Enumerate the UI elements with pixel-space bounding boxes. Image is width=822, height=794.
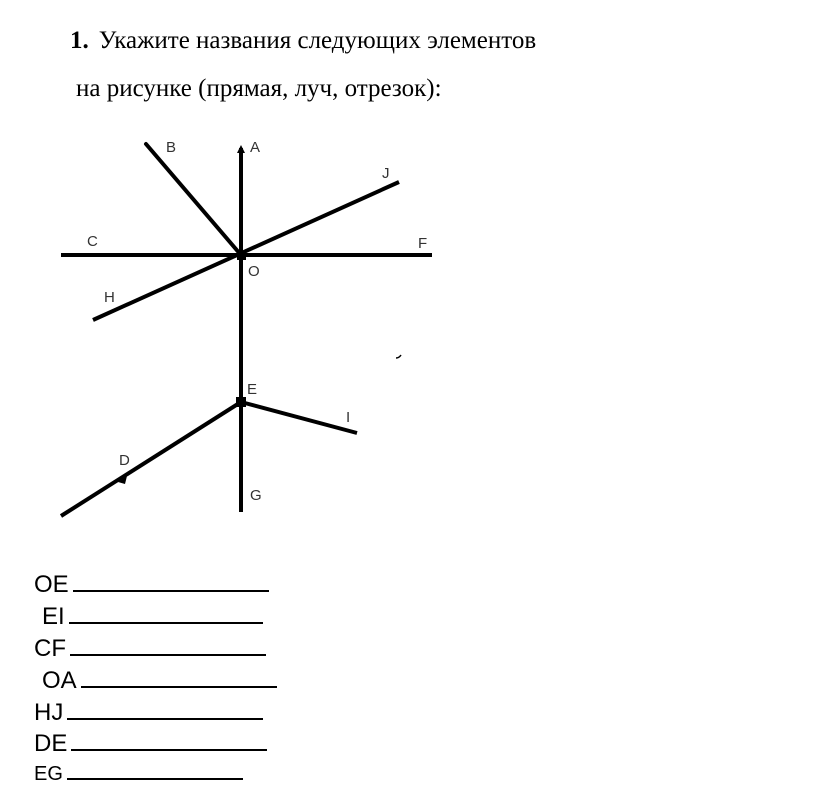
point-O <box>237 251 246 260</box>
answer-label: DE <box>34 730 68 757</box>
label-A: A <box>250 139 261 156</box>
answer-row[interactable] <box>34 637 266 661</box>
answer-blank[interactable] <box>81 686 277 688</box>
answer-row[interactable] <box>34 732 267 756</box>
label-J: J <box>382 165 390 182</box>
stray-mark <box>396 355 401 358</box>
answer-blank[interactable] <box>73 590 269 592</box>
task-text-line-1: Укажите названия следующих элементов <box>98 27 537 54</box>
answer-label: EG <box>34 763 63 785</box>
answer-blank[interactable] <box>70 654 266 656</box>
label-C: C <box>87 233 98 250</box>
answer-blank[interactable] <box>67 718 263 720</box>
line-DE <box>61 402 241 516</box>
answer-row[interactable] <box>34 764 243 784</box>
label-F: F <box>418 235 428 252</box>
answer-label: OA <box>42 667 77 694</box>
label-D: D <box>119 452 130 469</box>
point-E <box>236 397 246 407</box>
answer-row[interactable] <box>34 701 263 725</box>
label-O: O <box>248 263 260 280</box>
label-G: G <box>250 487 262 504</box>
answer-blank[interactable] <box>71 749 267 751</box>
label-B: B <box>166 139 177 156</box>
task-number: 1. <box>70 27 89 54</box>
answer-label: HJ <box>34 699 64 726</box>
answer-label: OE <box>34 571 69 598</box>
answer-blank[interactable] <box>69 622 263 624</box>
answer-row[interactable] <box>42 605 263 629</box>
point-A-arrow <box>237 145 245 153</box>
answer-blank[interactable] <box>67 778 243 780</box>
answer-row[interactable] <box>34 573 269 597</box>
answer-label: EI <box>42 603 65 630</box>
label-E: E <box>247 381 258 398</box>
task-text-line-2: на рисунке (прямая, луч, отрезок): <box>76 75 442 102</box>
label-H: H <box>104 289 115 306</box>
line-BO <box>146 144 241 255</box>
answer-row[interactable] <box>42 669 277 693</box>
answer-label: CF <box>34 635 66 662</box>
line-EI <box>241 402 357 433</box>
label-I: I <box>346 409 351 426</box>
